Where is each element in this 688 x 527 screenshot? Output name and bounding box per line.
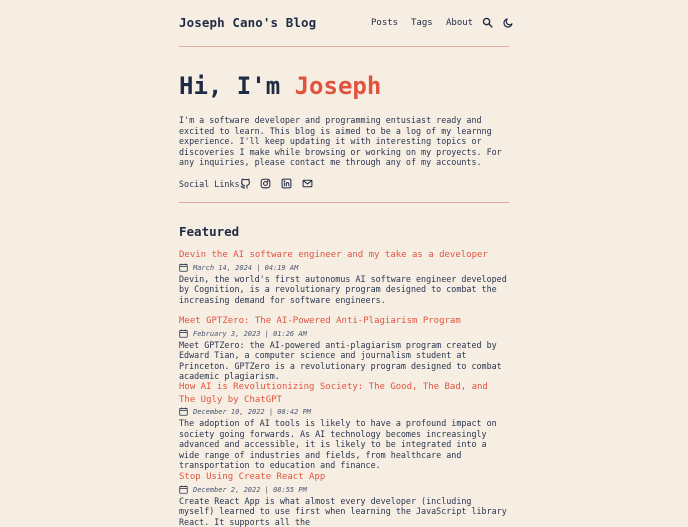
post-title-link[interactable]: Meet GPTZero: The AI-Powered Anti-Plagiarism Program (179, 315, 509, 328)
nav-link-posts[interactable]: Posts (371, 18, 398, 28)
featured-heading: Featured (179, 224, 239, 239)
hero-name: Joseph (295, 72, 382, 100)
post-title-link[interactable]: Stop Using Create React App (179, 471, 509, 484)
calendar-icon (179, 407, 188, 416)
section-divider (179, 202, 509, 203)
post-title-link[interactable]: How AI is Revolutionizing Society: The Good, The Bad, and The Ugly by ChatGPT (179, 381, 509, 406)
post-description: Meet GPTZero: the AI-powered anti-plagiarism program created by Edward Tian, a computer science and journalism student at Princeton. GPTZero is a revolutionary program designed to combat academic plagiarism. (179, 340, 509, 382)
hero-greeting: Hi, I'm (179, 72, 280, 100)
search-icon[interactable] (482, 17, 493, 28)
github-icon[interactable] (240, 178, 251, 189)
post-date (179, 329, 509, 340)
site-header (179, 0, 509, 47)
moon-icon[interactable] (503, 17, 514, 28)
mail-icon[interactable] (302, 178, 313, 189)
post-date (179, 485, 509, 496)
post-date-text: December 2, 2022 | 08:55 PM (193, 486, 307, 494)
post-description: Create React App is what almost every developer (including myself) learned to use first when learning the JavaScript library React. It supports all the (179, 496, 509, 527)
calendar-icon (179, 329, 188, 338)
post-description: The adoption of AI tools is likely to have a profound impact on society going forwards. As AI technology becomes increasingly advanced and accessible, it is likely to be integrated into a wide range of industries and fields, from healthcare and transportation to education and finance. (179, 418, 509, 471)
post-date-text: March 14, 2024 | 04:19 AM (193, 264, 298, 272)
linkedin-icon[interactable] (281, 178, 292, 189)
hero-title (179, 72, 381, 100)
featured-post (179, 249, 509, 305)
post-description: Devin, the world's first autonomus AI software engineer developed by Cognition, is a revolutionary program designed to combat the increasing demand for software engineers. (179, 274, 509, 306)
featured-post (179, 381, 509, 471)
post-date (179, 407, 509, 418)
featured-post (179, 315, 509, 382)
featured-post (179, 471, 509, 527)
calendar-icon (179, 485, 188, 494)
instagram-icon[interactable] (260, 178, 271, 189)
post-date (179, 263, 509, 274)
post-date-text: February 3, 2023 | 01:26 AM (193, 330, 307, 338)
site-brand-link[interactable]: Joseph Cano's Blog (179, 15, 316, 30)
social-links-label: Social Links: (179, 179, 245, 189)
post-date-text: December 10, 2022 | 08:42 PM (193, 408, 311, 416)
nav-link-tags[interactable]: Tags (411, 18, 433, 28)
intro-paragraph: I'm a software developer and programming entusiast ready and excited to learn. This blog is aimed to be a log of my learnng experience. I'll keep updating it with interesting topics or discoveries I make while browsing or working on my proyects. For any inquiries, please contact me through any of my accounts. (179, 115, 509, 168)
post-title-link[interactable]: Devin the AI software engineer and my take as a developer (179, 249, 509, 262)
nav-link-about[interactable]: About (446, 18, 473, 28)
calendar-icon (179, 263, 188, 272)
